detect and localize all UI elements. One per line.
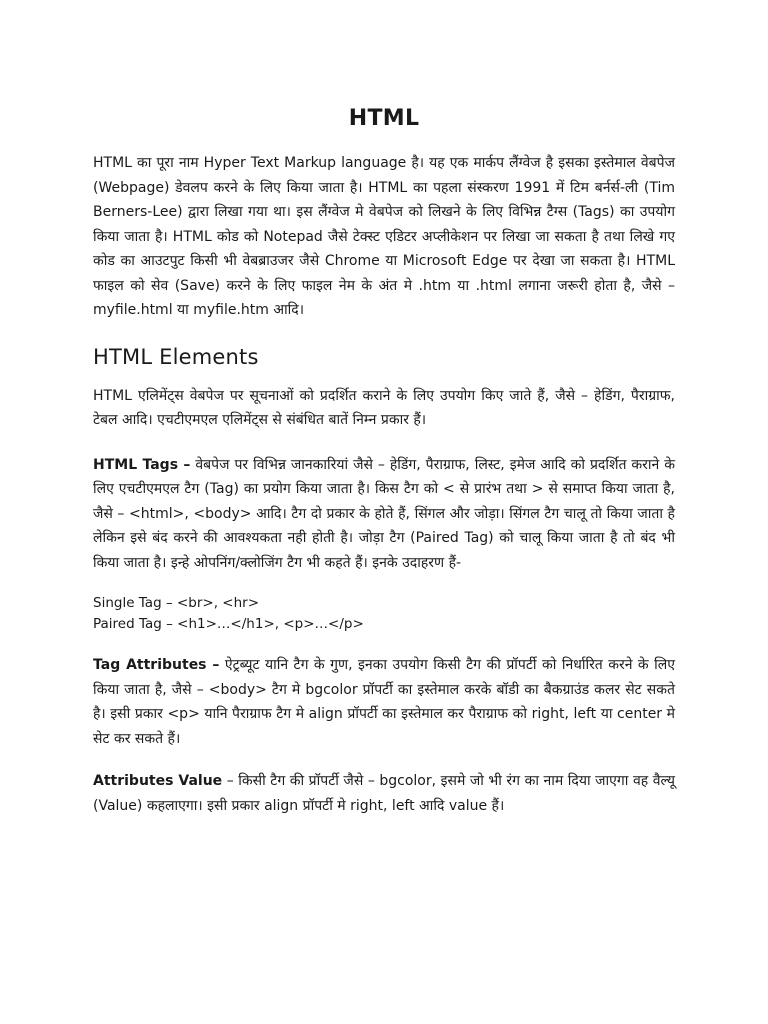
- tag-attributes-text: ऐट्रब्यूट यानि टैग के गुण, इनका उपयोग किसी टैग की प्रॉपर्टी को निर्धारित करने के लिए किया जाता है, जैसे – <body> टैग मे bgcolor प्रॉपर्टी का इस्तेमाल करके बॉडी का बैकग्राउंड कलर सेट सकते है। इसी प्रकार <p> यानि पैराग्राफ टैग मे align प्रॉपर्टी का इस्तेमाल कर पैराग्राफ को right, left या center मे सेट कर सकते हैं।: [93, 657, 675, 747]
- attributes-value-paragraph: [93, 769, 675, 818]
- html-elements-heading: HTML Elements: [93, 344, 259, 369]
- elements-paragraph: HTML एलिमेंट्स वेबपेज पर सूचनाओं को प्रदर्शित कराने के लिए उपयोग किए जाते हैं, जैसे – हेडिंग, पैराग्राफ, टेबल आदि। एचटीएमएल एलिमेंट्स से संबंधित बातें निम्न प्रकार हैं।: [93, 387, 675, 428]
- html-tags-text: वेबपेज पर विभिन्न जानकारियां जैसे – हेडिंग, पैराग्राफ, लिस्ट, इमेज आदि को प्रदर्शित कराने के लिए एचटीएमएल टैग (Tag) का प्रयोग किया जाता है। किस टैग को < से प्रारंभ तथा > से समाप्त किया जाता है, जैसे – <html>, <body> आदि। टैग दो प्रकार के होते हैं, सिंगल और जोड़ा। सिंगल टैग चालू तो किया जाता है लेकिन इसे बंद करने की आवश्यकता नही होती है। जोड़ा टैग (Paired Tag) को चालू किया जाता है तो बंद भी किया जाता है। इन्हे ओपनिंग/क्लोजिंग टैग भी कहते हैं। इनके उदाहरण हैं-: [93, 456, 675, 571]
- tag-attributes-paragraph: [93, 653, 675, 751]
- paired-tag-example: Paired Tag – <h1>…</h1>, <p>…</p>: [93, 616, 364, 632]
- intro-paragraph: HTML का पूरा नाम Hyper Text Markup language है। यह एक मार्कप लैंग्वेज है इसका इस्तेमाल वेबपेज (Webpage) डेवलप करने के लिए किया जाता है। HTML का पहला संस्करण 1991 में टिम बर्नर्स-ली (Tim Berners-Lee) द्वारा लिखा गया था। इस लैंग्वेज मे वेबपेज को लिखने के लिए विभिन्न टैग्स (Tags) का उपयोग किया जाता है। HTML कोड को Notepad जैसे टेक्स्ट एडिटर अप्लीकेशन पर लिखा जा सकता है तथा लिखे गए कोड का आउटपुट किसी भी वेबब्राउजर जैसे Chrome या Microsoft Edge पर देखा जा सकता है। HTML फाइल को सेव (Save) करने के लिए फाइल नेम के अंत मे .htm या .html लगाना जरूरी होता है, जैसे – myfile.html या myfile.htm आदि।: [93, 155, 675, 318]
- html-tags-paragraph: [93, 453, 675, 576]
- tag-attributes-label: Tag Attributes –: [93, 657, 220, 673]
- document-title: HTML: [348, 106, 420, 131]
- html-tags-label: HTML Tags –: [93, 456, 191, 473]
- tag-examples: [93, 593, 675, 635]
- attributes-value-text: – किसी टैग की प्रॉपर्टी जैसे – bgcolor, इसमे जो भी रंग का नाम दिया जाएगा वह वैल्यू (Value) कहलाएगा। इसी प्रकार align प्रॉपर्टी मे right, left आदि value हैं।: [93, 773, 675, 814]
- attributes-value-label: Attributes Value: [93, 773, 223, 789]
- single-tag-example: Single Tag – <br>, <hr>: [93, 595, 260, 611]
